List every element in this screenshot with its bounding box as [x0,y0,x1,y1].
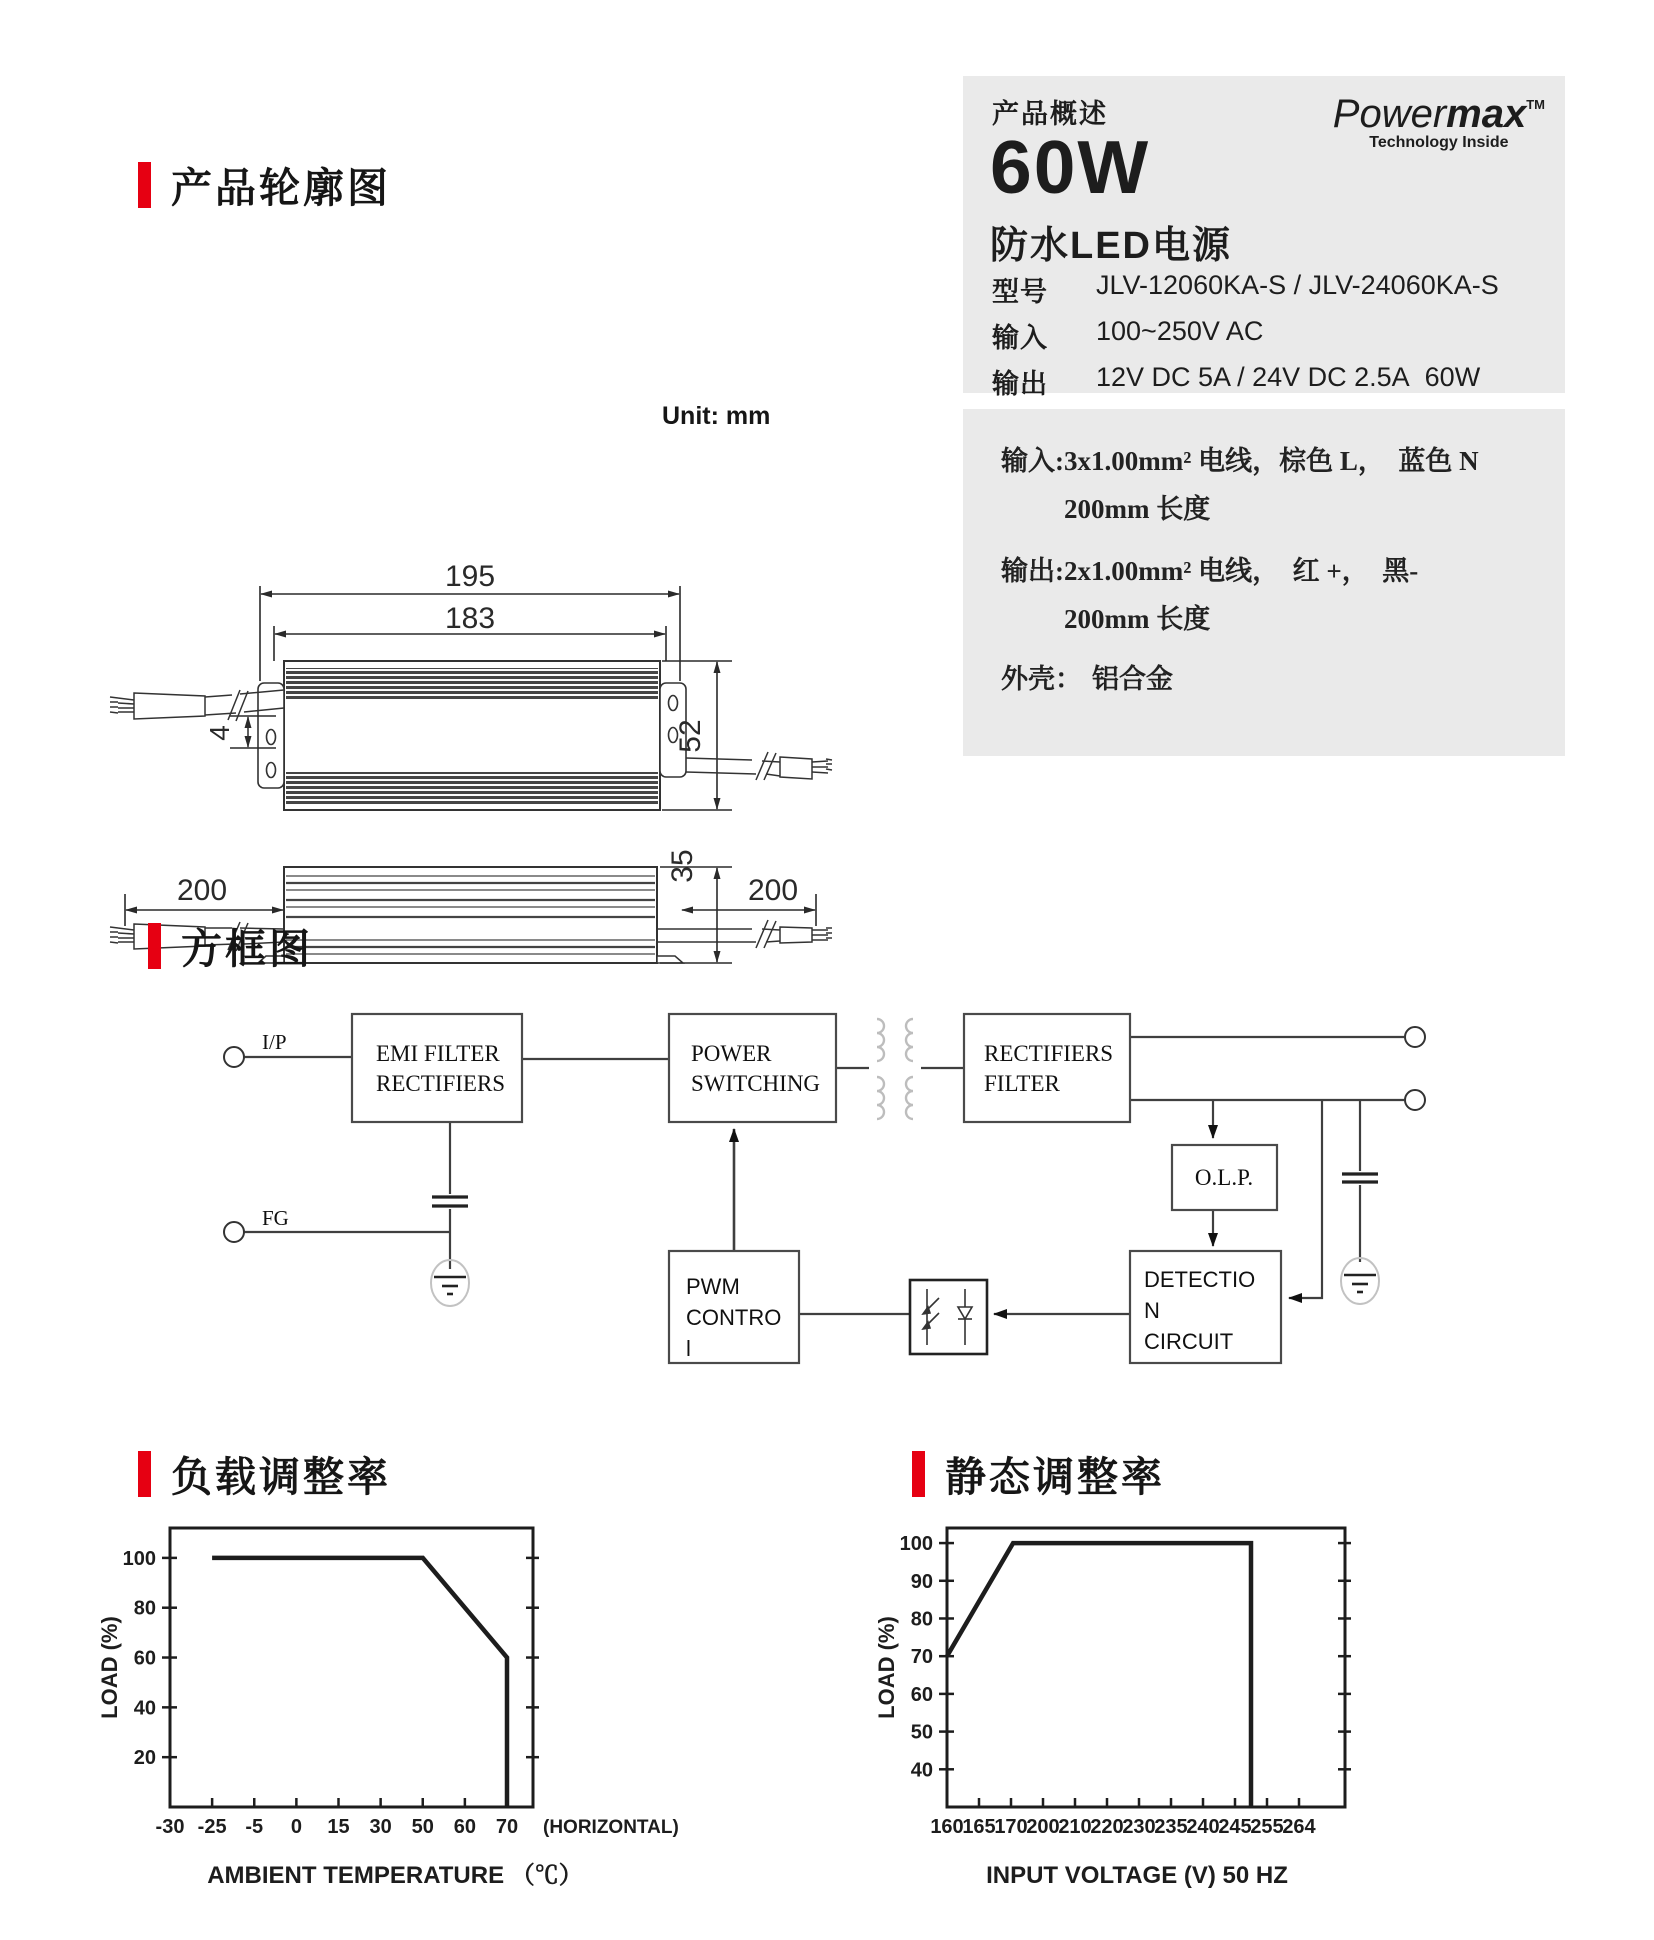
y-tick-label: 60 [910,1683,933,1706]
x-tick-label: 220 [1090,1816,1124,1838]
trademark-symbol: TM [1526,97,1545,112]
wiring-output-line1: 2x1.00mm² 电线， 红 +， 黑- [1064,556,1419,586]
y-tick-label: 40 [133,1697,156,1720]
accent-bar [138,1451,151,1497]
section-title-outline [138,155,391,214]
section-title-static-text: 静态调整率 [945,1454,1165,1500]
y-axis-label: LOAD (%) [97,1616,122,1719]
left-mounting-tab [258,683,284,788]
rectifiers-filter-box [964,1014,1130,1122]
accent-bar [138,162,151,208]
x-tick-label: 200 [1026,1816,1060,1838]
olp-label: O.L.P. [1194,1165,1254,1190]
detection-label-line1: DETECTIO [1144,1267,1256,1292]
x-tick-label: 264 [1282,1816,1316,1838]
product-overview-panel [963,76,1565,399]
x-tick-label: 170 [994,1816,1028,1838]
capacitor-input [432,1197,468,1206]
wiring-output-row [1001,549,1418,636]
optocoupler-box [910,1280,987,1354]
top-hatch-band [286,668,658,699]
overview-header: 产品概述 [992,99,1108,129]
section-title-block [148,916,313,975]
capacitor-output [1342,1174,1378,1182]
spec-label: 输出 [992,369,1048,399]
static-regulation-chart [870,1498,1570,1933]
x-axis-suffix-label: (HORIZONTAL) [543,1817,679,1838]
x-tick-label: 0 [290,1816,302,1838]
y-tick-label: 80 [133,1597,156,1620]
plot-frame [947,1528,1345,1807]
powermax-logo [1333,94,1545,152]
x-axis-label: INPUT VOLTAGE (V) 50 HZ [986,1862,1288,1889]
power-label-line1: POWER [691,1041,772,1066]
accent-bar [912,1451,925,1497]
wiring-case-value: 铝合金 [1092,664,1173,694]
y-tick-label: 90 [910,1570,933,1593]
x-tick-label: 230 [1122,1816,1156,1838]
pwm-label-line1: PWM [686,1274,740,1299]
y-tick-label: 50 [910,1721,933,1744]
wiring-case-label: 外壳： [1001,664,1082,694]
spec-row-input [992,316,1549,355]
y-tick-label: 70 [910,1646,933,1669]
y-tick-label: 40 [910,1759,933,1782]
dim-195-label: 195 [444,560,496,593]
terminal-input-label: I/P [262,1030,287,1054]
brand-tagline: Technology Inside [1369,134,1509,151]
section-title-load [138,1444,391,1503]
dim-35-label: 35 [666,849,699,883]
power-label-line2: SWITCHING [691,1071,821,1096]
bottom-hatch-band [286,772,658,805]
ground-symbol-output [1341,1258,1379,1304]
brand-wordmark [1333,94,1545,134]
detection-label-line2: N [1144,1298,1160,1323]
wiring-input-line1: 3x1.00mm² 电线，棕色 L， 蓝色 N [1064,446,1479,476]
rectifiers-label-line2: FILTER [984,1071,1060,1096]
x-tick-label: 255 [1250,1816,1284,1838]
y-tick-label: 60 [133,1647,156,1670]
y-tick-label: 20 [133,1747,156,1770]
accent-bar [148,923,161,969]
x-tick-label: 50 [411,1816,434,1838]
load-regulation-chart [95,1498,755,1933]
terminal-fg-label: FG [262,1206,289,1230]
spec-label: 输入 [992,323,1048,353]
x-tick-label: -5 [245,1816,264,1838]
spec-value: 12V DC 5A / 24V DC 2.5A 60W [1096,362,1481,392]
x-tick-label: 30 [369,1816,392,1838]
x-tick-label: 70 [495,1816,519,1838]
section-title-outline-text: 产品轮廓图 [171,165,391,211]
brand-bold: max [1446,92,1527,136]
section-title-load-text: 负载调整率 [171,1454,391,1500]
wiring-input-label: 输入: [1001,446,1064,476]
wattage: 60W [990,125,1151,209]
top-right-cable [686,752,832,780]
dim-200-left-label: 200 [176,874,228,907]
section-title-block-text: 方框图 [181,926,313,972]
wiring-output-line2: 200mm 长度 [1064,604,1211,634]
terminal-output-negative [1405,1090,1425,1110]
wiring-output-label: 输出: [1001,556,1064,586]
wiring-input-row [1001,439,1479,526]
spec-value: JLV-12060KA-S / JLV-24060KA-S [1096,270,1499,300]
block-diagram [170,985,1460,1435]
spec-value: 100~250V AC [1096,316,1264,346]
spec-row-output [992,362,1549,401]
brand-light: Power [1332,92,1447,136]
x-tick-label: 165 [962,1816,996,1838]
transformer [877,1019,913,1119]
plot-frame [170,1528,533,1807]
right-foot [657,956,683,963]
emi-label-line2: RECTIFIERS [376,1071,506,1096]
product-name: 防水LED电源 [990,225,1233,267]
x-tick-label: 160 [930,1816,964,1838]
side-right-cable [657,920,832,948]
y-tick-label: 100 [899,1533,933,1556]
pwm-label-line2: CONTRO [686,1305,782,1330]
spec-rows [992,270,1549,408]
dim-200-right-label: 200 [747,874,799,907]
x-tick-label: 240 [1186,1816,1220,1838]
detection-label-line3: CIRCUIT [1144,1329,1234,1354]
side-view-body [258,867,683,963]
data-line [212,1558,507,1807]
x-tick-label: -25 [197,1816,227,1838]
dim-52-label: 52 [674,719,707,753]
unit-label: Unit: mm [662,402,771,430]
dim-183-label: 183 [444,602,496,635]
pwm-label-line3: l [686,1336,691,1361]
x-tick-label: -30 [155,1816,185,1838]
emi-label-line1: EMI FILTER [376,1041,500,1066]
terminal-output-positive [1405,1027,1425,1047]
terminal-input [224,1047,244,1067]
y-tick-label: 100 [122,1547,156,1570]
dim-4-label: 4 [204,725,235,741]
rectifiers-label-line1: RECTIFIERS [984,1041,1114,1066]
top-view-body [284,661,660,810]
y-axis-label: LOAD (%) [874,1616,899,1719]
spec-label: 型号 [992,277,1048,307]
section-title-static [912,1444,1165,1503]
wiring-panel [963,409,1565,756]
x-tick-label: 60 [453,1816,476,1838]
x-tick-label: 235 [1154,1816,1188,1838]
x-tick-label: 15 [327,1816,350,1838]
wiring-input-line2: 200mm 长度 [1064,494,1211,524]
x-tick-label: 210 [1058,1816,1092,1838]
x-axis-label: AMBIENT TEMPERATURE （℃） [207,1862,583,1889]
terminal-fg [224,1222,244,1242]
emi-filter-box [352,1014,522,1122]
y-tick-label: 80 [910,1608,933,1631]
spec-row-model [992,270,1549,309]
x-tick-label: 245 [1218,1816,1252,1838]
data-line [947,1543,1251,1807]
wiring-case-row [1001,657,1173,696]
power-switching-box [669,1014,836,1122]
